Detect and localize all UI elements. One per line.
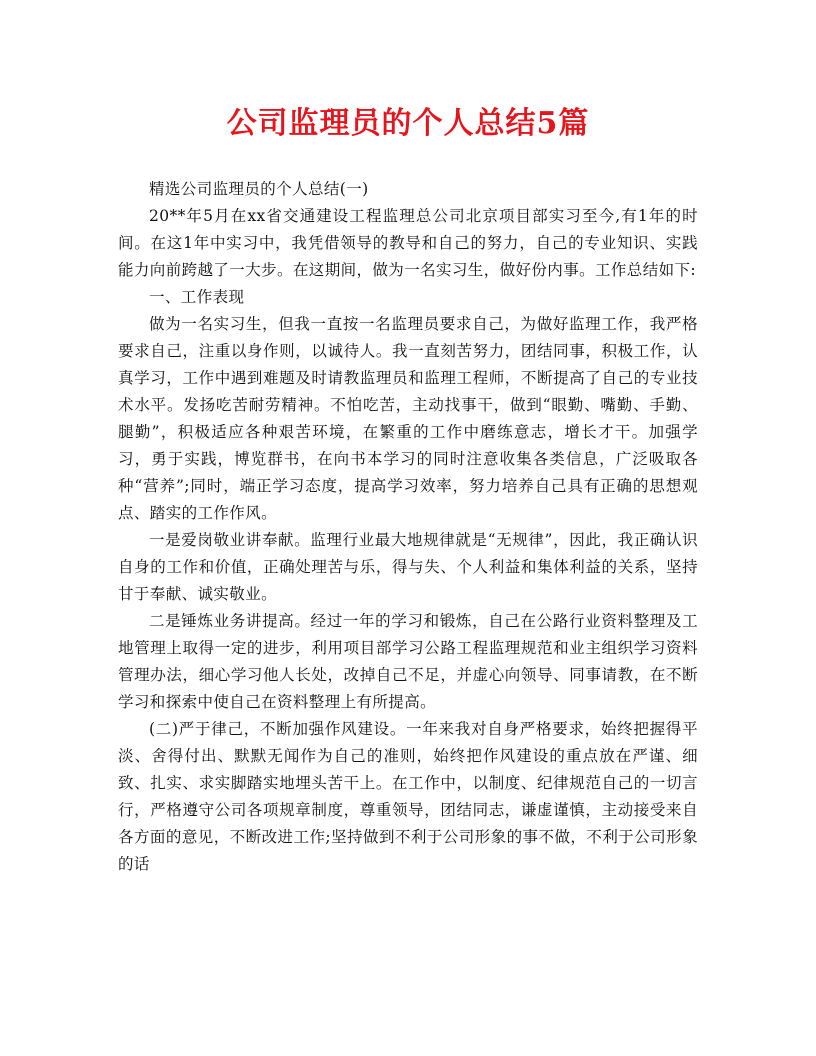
intro-paragraph: 20**年5月在xx省交通建设工程监理总公司北京项目部实习至今,有1年的时间。在这1年中实习中，我凭借领导的教导和自己的努力，自己的专业知识、实践能力向前跨越了一大步。在这期间，做为一名实习生，做好份内事。工作总结如下: bbox=[118, 207, 698, 279]
document-body bbox=[118, 176, 698, 878]
body-paragraph: (二)严于律己，不断加强作风建设。一年来我对自身严格要求，始终把握得平淡、舍得付出、默默无闻作为自己的准则，始终把作风建设的重点放在严谨、细致、扎实、求实脚踏实地埋头苦干上。在工作中，以制度、纪律规范自己的一切言行，严格遵守公司各项规章制度，尊重领导，团结同志，谦虚谨慎，主动接受来自各方面的意见，不断改进工作;坚持做到不利于公司形象的事不做，不利于公司形象的话 bbox=[118, 720, 698, 873]
body-paragraph: 一是爱岗敬业讲奉献。监理行业最大地规律就是“无规律”，因此，我正确认识自身的工作和价值，正确处理苦与乐，得与失、个人利益和集体利益的关系，坚持甘于奉献、诚实敬业。 bbox=[118, 531, 698, 603]
body-paragraph: 做为一名实习生，但我一直按一名监理员要求自己，为做好监理工作，我严格要求自己，注重以身作则，以诚待人。我一直刻苦努力，团结同事，积极工作，认真学习，工作中遇到难题及时请教监理员和监理工程师，不断提高了自己的专业技术水平。发扬吃苦耐劳精神。不怕吃苦，主动找事干，做到“眼勤、嘴勤、手勤、腿勤”，积极适应各种艰苦环境，在繁重的工作中磨练意志，增长才干。加强学习，勇于实践，博览群书，在向书本学习的同时注意收集各类信息，广泛吸取各种“营养”;同时，端正学习态度，提高学习效率，努力培养自己具有正确的思想观点、踏实的工作作风。 bbox=[118, 315, 698, 522]
section-heading: 精选公司监理员的个人总结(一) bbox=[149, 180, 369, 198]
body-paragraph: 二是锤炼业务讲提高。经过一年的学习和锻炼，自己在公路行业资料整理及工地管理上取得一定的进步，利用项目部学习公路工程监理规范和业主组织学习资料管理办法，细心学习他人长处，改掉自己不足，并虚心向领导、同事请教，在不断学习和探索中使自己在资料整理上有所提高。 bbox=[118, 612, 698, 711]
subheading-work-performance: 一、工作表现 bbox=[149, 288, 245, 306]
document-title: 公司监理员的个人总结5篇 bbox=[226, 106, 590, 141]
